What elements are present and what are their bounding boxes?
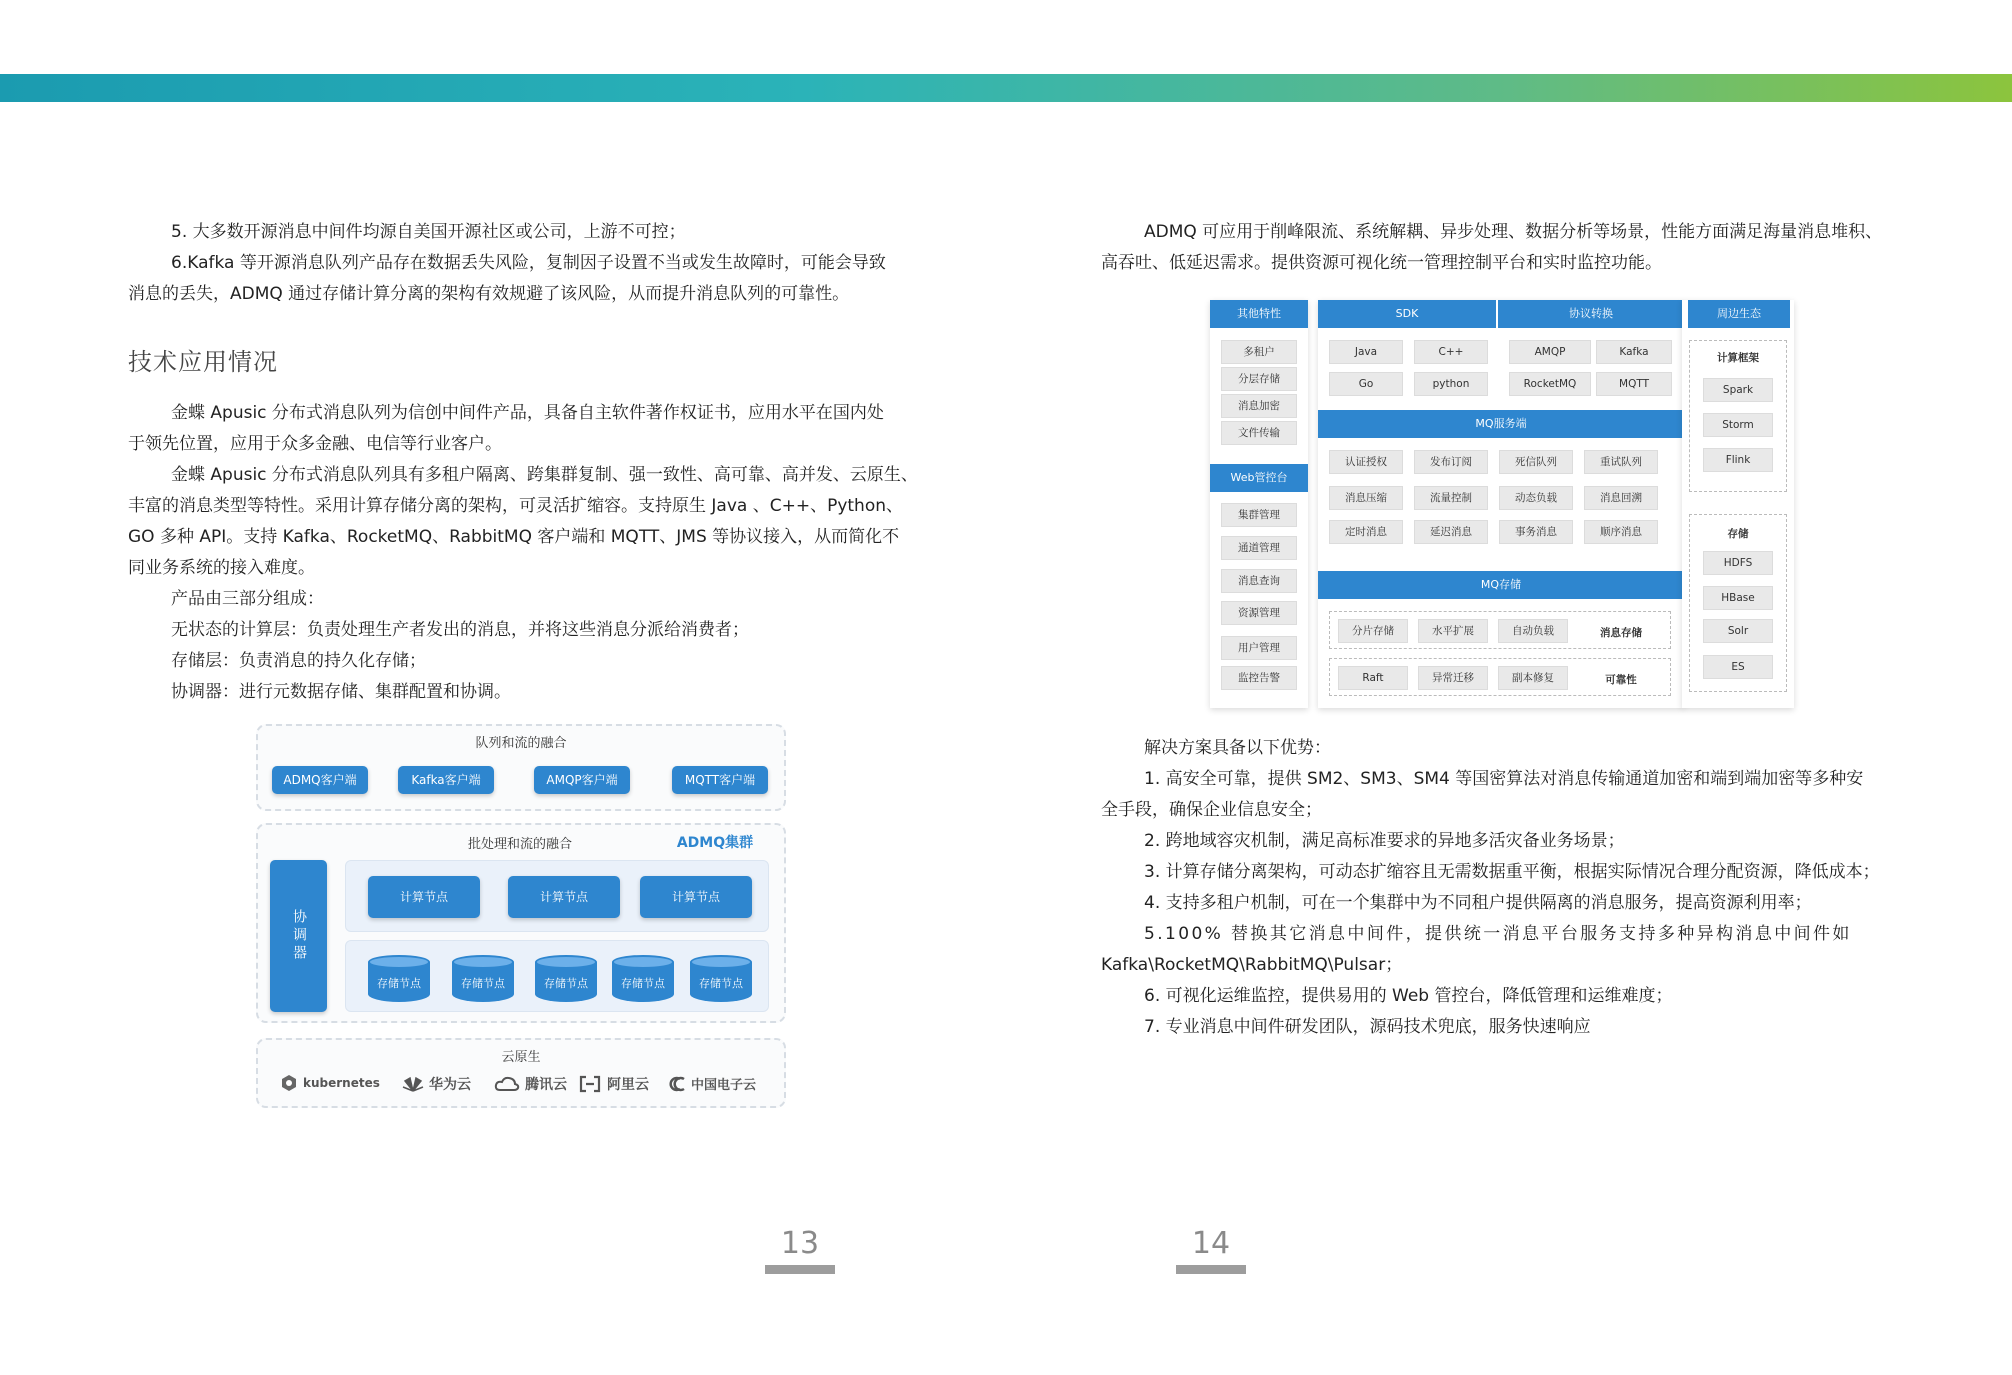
service-chip: 消息压缩 [1329, 486, 1403, 510]
storage-chip: 分片存储 [1338, 619, 1408, 643]
storage-node: 存储节点 [452, 955, 514, 1005]
queue-stream-title: 队列和流的融合 [475, 736, 567, 751]
sdk-chip: C++ [1414, 340, 1488, 364]
paragraph: 4. 支持多租户机制，可在一个集群中为不同租户提供隔离的消息服务，提高资源利用率； [1144, 893, 1812, 913]
paragraph: 无状态的计算层：负责处理生产者发出的消息，并将这些消息分派给消费者； [171, 620, 749, 640]
reliability-label: 可靠性 [1605, 674, 1637, 686]
service-chip: 重试队列 [1584, 450, 1658, 474]
compute-node: 计算节点 [368, 876, 480, 918]
paragraph: 6.Kafka 等开源消息队列产品存在数据丢失风险，复制因子设置不当或发生故障时，可能会导致 [171, 253, 886, 273]
protocol-chip: Kafka [1596, 340, 1672, 364]
paragraph: 产品由三部分组成： [171, 589, 324, 609]
aliyun-logo: 阿里云 [578, 1074, 649, 1094]
paragraph: 全手段，确保企业信息安全； [1101, 800, 1322, 820]
compute-node: 计算节点 [640, 876, 752, 918]
right-page [1006, 0, 2012, 1375]
sdk-header: SDK [1318, 300, 1496, 328]
service-chip: 发布订阅 [1414, 450, 1488, 474]
storage-node: 存储节点 [612, 955, 674, 1005]
paragraph: 7. 专业消息中间件研发团队，源码技术兜底，服务快速响应 [1144, 1017, 1591, 1037]
web-console-header: Web管控台 [1210, 464, 1308, 492]
page-number-underline [1176, 1265, 1246, 1274]
service-chip: 认证授权 [1329, 450, 1403, 474]
paragraph: 金蝶 Apusic 分布式消息队列具有多租户隔离、跨集群复制、强一致性、高可靠、高并发、云原生、 [171, 465, 918, 485]
cec-icon [666, 1075, 686, 1093]
storage-chip: 自动负载 [1498, 619, 1568, 643]
service-chip: 死信队列 [1499, 450, 1573, 474]
compute-framework-title: 计算框架 [1717, 352, 1759, 364]
ecosystem-header: 周边生态 [1688, 300, 1790, 328]
storage-node: 存储节点 [690, 955, 752, 1005]
compute-node: 计算节点 [508, 876, 620, 918]
storage-node: 存储节点 [535, 955, 597, 1005]
service-chip: 事务消息 [1499, 520, 1573, 544]
protocol-chip: MQTT [1596, 372, 1672, 396]
feature-chip: 文件传输 [1221, 421, 1297, 445]
page-number: 14 [1191, 1226, 1231, 1261]
paragraph: 金蝶 Apusic 分布式消息队列为信创中间件产品，具备自主软件著作权证书，应用水平在国内处 [171, 403, 884, 423]
china-electronics-cloud-logo: 中国电子云 [666, 1074, 756, 1093]
sdk-chip: Go [1329, 372, 1403, 396]
aliyun-icon [578, 1075, 602, 1093]
paragraph: 于领先位置，应用于众多金融、电信等行业客户。 [128, 434, 502, 454]
console-chip: 资源管理 [1221, 601, 1297, 625]
console-chip: 消息查询 [1221, 569, 1297, 593]
paragraph: 2. 跨地域容灾机制，满足高标准要求的异地多活灾备业务场景； [1144, 831, 1625, 851]
client-amqp: AMQP客户端 [534, 766, 630, 794]
service-chip: 消息回溯 [1584, 486, 1658, 510]
kubernetes-logo: kubernetes [280, 1074, 380, 1092]
paragraph: Kafka\RocketMQ\RabbitMQ\Pulsar； [1101, 955, 1403, 975]
other-features-header: 其他特性 [1210, 300, 1308, 328]
admq-cluster-label: ADMQ集群 [676, 835, 754, 851]
cloud-native-title: 云原生 [501, 1050, 541, 1065]
service-chip: 流量控制 [1414, 486, 1488, 510]
paragraph: 协调器：进行元数据存储、集群配置和协调。 [171, 682, 511, 702]
storage-label: 消息存储 [1600, 627, 1642, 639]
client-mqtt: MQTT客户端 [672, 766, 768, 794]
eco-chip: Flink [1703, 448, 1773, 472]
paragraph: 存储层：负责消息的持久化存储； [171, 651, 426, 671]
paragraph: 丰富的消息类型等特性。采用计算存储分离的架构，可灵活扩缩容。支持原生 Java 、C++、Python、 [128, 496, 904, 516]
eco-chip: Storm [1703, 413, 1773, 437]
eco-chip: HBase [1703, 586, 1773, 610]
client-kafka: Kafka客户端 [398, 766, 494, 794]
page-number: 13 [780, 1226, 820, 1261]
client-admq: ADMQ客户端 [272, 766, 368, 794]
sdk-chip: Java [1329, 340, 1403, 364]
feature-chip: 多租户 [1221, 340, 1297, 364]
eco-chip: ES [1703, 655, 1773, 679]
protocol-header: 协议转换 [1498, 300, 1684, 328]
coordinator-box: 协调器 [270, 860, 327, 1012]
huawei-icon [402, 1075, 424, 1093]
console-chip: 集群管理 [1221, 503, 1297, 527]
console-chip: 通道管理 [1221, 536, 1297, 560]
service-chip: 定时消息 [1329, 520, 1403, 544]
page-number-underline [765, 1265, 835, 1274]
batch-stream-title: 批处理和流的融合 [467, 837, 572, 852]
service-chip: 动态负载 [1499, 486, 1573, 510]
paragraph: 6. 可视化运维监控，提供易用的 Web 管控台，降低管理和运维难度； [1144, 986, 1673, 1006]
paragraph: 高吞吐、低延迟需求。提供资源可视化统一管理控制平台和实时监控功能。 [1101, 253, 1662, 273]
section-heading: 技术应用情况 [128, 348, 278, 376]
console-chip: 用户管理 [1221, 636, 1297, 660]
reliability-chip: Raft [1338, 666, 1408, 690]
eco-chip: Solr [1703, 619, 1773, 643]
service-chip: 顺序消息 [1584, 520, 1658, 544]
sdk-chip: python [1414, 372, 1488, 396]
paragraph: ADMQ 可应用于削峰限流、系统解耦、异步处理、数据分析等场景，性能方面满足海量消息堆积、 [1144, 222, 1883, 242]
paragraph: 消息的丢失，ADMQ 通过存储计算分离的架构有效规避了该风险，从而提升消息队列的可靠性。 [128, 284, 850, 304]
protocol-chip: RocketMQ [1509, 372, 1591, 396]
mq-service-header: MQ服务端 [1318, 410, 1684, 438]
mq-storage-header: MQ存储 [1318, 571, 1684, 599]
paragraph: 5. 大多数开源消息中间件均源自美国开源社区或公司，上游不可控； [171, 222, 686, 242]
tencent-cloud-logo: 腾讯云 [494, 1074, 567, 1094]
storage-chip: 水平扩展 [1418, 619, 1488, 643]
console-chip: 监控告警 [1221, 666, 1297, 690]
paragraph: 5.100% 替换其它消息中间件，提供统一消息平台服务支持多种异构消息中间件如 [1144, 924, 1852, 944]
paragraph: 解决方案具备以下优势： [1144, 738, 1331, 758]
protocol-chip: AMQP [1509, 340, 1591, 364]
huawei-cloud-logo: 华为云 [402, 1074, 471, 1094]
reliability-chip: 异常迁移 [1418, 666, 1488, 690]
reliability-chip: 副本修复 [1498, 666, 1568, 690]
feature-chip: 消息加密 [1221, 394, 1297, 418]
storage-node: 存储节点 [368, 955, 430, 1005]
storage-eco-title: 存储 [1727, 528, 1749, 540]
paragraph: GO 多种 API。支持 Kafka、RocketMQ、RabbitMQ 客户端和 MQTT、JMS 等协议接入，从而简化不 [128, 527, 900, 547]
eco-chip: HDFS [1703, 551, 1773, 575]
service-chip: 延迟消息 [1414, 520, 1488, 544]
tencent-cloud-icon [494, 1075, 520, 1093]
feature-chip: 分层存储 [1221, 367, 1297, 391]
paragraph: 1. 高安全可靠，提供 SM2、SM3、SM4 等国密算法对消息传输通道加密和端到端加密等多种安 [1144, 769, 1864, 789]
kubernetes-icon [280, 1074, 298, 1092]
eco-chip: Spark [1703, 378, 1773, 402]
paragraph: 同业务系统的接入难度。 [128, 558, 315, 578]
paragraph: 3. 计算存储分离架构，可动态扩缩容且无需数据重平衡，根据实际情况合理分配资源，降低成本； [1144, 862, 1880, 882]
